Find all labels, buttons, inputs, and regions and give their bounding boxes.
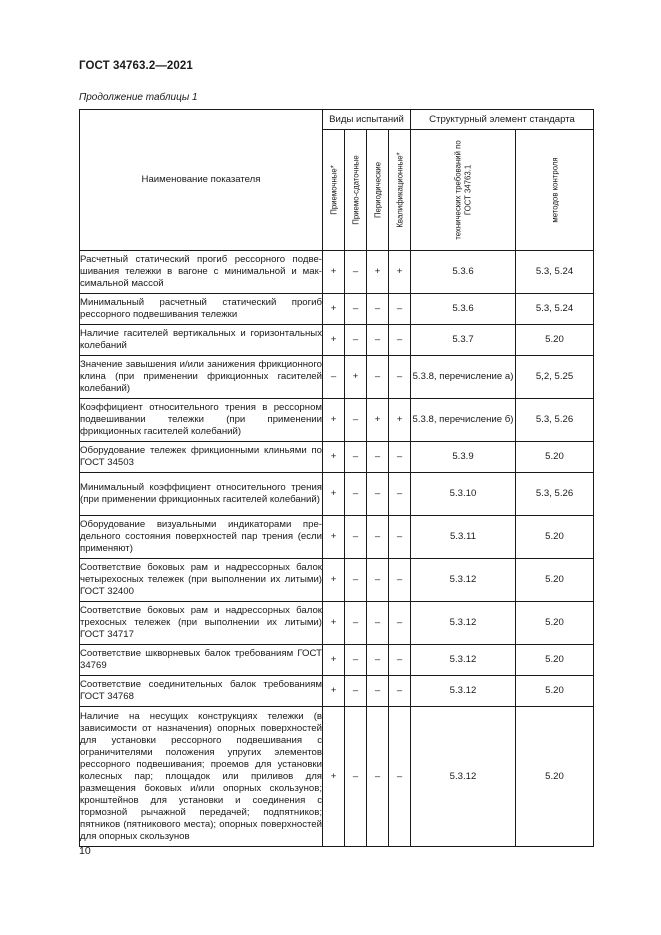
technical-requirement-ref: 5.3.10 (411, 473, 516, 516)
test-mark: + (323, 707, 345, 847)
technical-requirement-ref: 5.3.8, перечисление а) (411, 356, 516, 399)
header-periodic (367, 130, 389, 251)
header-qualification-label: Квалификационные* (394, 152, 404, 228)
test-mark: – (389, 707, 411, 847)
test-mark: + (323, 325, 345, 356)
test-mark: – (345, 251, 367, 294)
test-mark: – (367, 294, 389, 325)
control-method-ref: 5.20 (516, 707, 594, 847)
test-mark: + (323, 645, 345, 676)
test-mark: – (345, 473, 367, 516)
table-row (80, 356, 594, 399)
table-row (80, 559, 594, 602)
indicator-name: Наличие гасителей вертикальных и горизонтальных колебаний (80, 325, 323, 356)
technical-requirement-ref: 5.3.7 (411, 325, 516, 356)
table-row (80, 516, 594, 559)
control-method-ref: 5.20 (516, 559, 594, 602)
technical-requirement-ref: 5.3.8, перечисление б) (411, 399, 516, 442)
control-method-ref: 5.20 (516, 676, 594, 707)
control-method-ref: 5.3, 5.26 (516, 399, 594, 442)
test-mark: – (389, 559, 411, 602)
test-mark: – (367, 442, 389, 473)
test-mark: + (323, 399, 345, 442)
technical-requirement-ref: 5.3.6 (411, 251, 516, 294)
control-method-ref: 5.20 (516, 516, 594, 559)
test-mark: – (345, 676, 367, 707)
test-mark: – (323, 356, 345, 399)
test-mark: + (367, 399, 389, 442)
indicator-name: Минимальный расчетный статический прогиб рессорного подвешивания тележки (80, 294, 323, 325)
test-mark: – (345, 442, 367, 473)
control-method-ref: 5,2, 5.25 (516, 356, 594, 399)
test-mark: – (367, 707, 389, 847)
table-row (80, 325, 594, 356)
control-method-ref: 5.3, 5.24 (516, 251, 594, 294)
header-acceptance-delivery (345, 130, 367, 251)
table-row (80, 645, 594, 676)
technical-requirement-ref: 5.3.12 (411, 676, 516, 707)
specification-table (79, 109, 594, 847)
table-row (80, 473, 594, 516)
header-acceptance-label: Приемочные* (328, 165, 338, 215)
table-row (80, 442, 594, 473)
indicator-name: Соответствие боковых рам и надрессорных балок четырехосных тележек (при выполнении их литыми) ГОСТ 32400 (80, 559, 323, 602)
technical-requirement-ref: 5.3.9 (411, 442, 516, 473)
test-mark: – (389, 294, 411, 325)
test-mark: – (345, 294, 367, 325)
header-acceptance (323, 130, 345, 251)
test-mark: + (345, 356, 367, 399)
test-mark: + (323, 559, 345, 602)
indicator-name: Соответствие боковых рам и надрессорных балок трехосных тележек (при выполнении их литыми) ГОСТ 34717 (80, 602, 323, 645)
technical-requirement-ref: 5.3.6 (411, 294, 516, 325)
test-mark: – (367, 645, 389, 676)
indicator-name: Оборудование тележек фрикционными клиньями по ГОСТ 34503 (80, 442, 323, 473)
table-row (80, 676, 594, 707)
test-mark: + (323, 473, 345, 516)
control-method-ref: 5.3, 5.26 (516, 473, 594, 516)
test-mark: – (367, 325, 389, 356)
test-mark: – (367, 356, 389, 399)
test-mark: – (345, 645, 367, 676)
table-row (80, 399, 594, 442)
control-method-ref: 5.20 (516, 325, 594, 356)
header-control-methods (516, 130, 594, 251)
header-test-types-group: Виды испытаний (323, 110, 411, 130)
table-row (80, 602, 594, 645)
table-caption: Продолжение таблицы 1 (79, 92, 198, 103)
test-mark: – (345, 399, 367, 442)
indicator-name: Наличие на несущих конструкциях тележки (в зависимости от назначения) опорных поверхностей для установки рессорного подвешивания с ограничителями положения упругих элементов рессорного подвешивания; проемов для установки колесных пар; площадок или приливов для размещения боковых и/или опорных скользунов; кронштейнов для установки и соединения с тормозной рычажной передачей; подпятников; пятников (пятникового места); опорных поверхностей для опорных скользунов (80, 707, 323, 847)
test-mark: – (389, 516, 411, 559)
control-method-ref: 5.20 (516, 442, 594, 473)
test-mark: + (389, 251, 411, 294)
test-mark: – (389, 473, 411, 516)
test-mark: – (389, 325, 411, 356)
test-mark: – (367, 559, 389, 602)
test-mark: – (367, 516, 389, 559)
technical-requirement-ref: 5.3.12 (411, 707, 516, 847)
header-acceptance-delivery-label: Приемо-сдаточные (350, 155, 360, 225)
technical-requirement-ref: 5.3.12 (411, 602, 516, 645)
indicator-name: Минимальный коэффициент относительного трения (при применении фрикционных гасителей колебаний) (80, 473, 323, 516)
control-method-ref: 5.20 (516, 645, 594, 676)
test-mark: – (345, 516, 367, 559)
indicator-name: Расчетный статический прогиб рессорного подвешивания тележки в вагоне с минимальной и максимальной массой (80, 251, 323, 294)
control-method-ref: 5.20 (516, 602, 594, 645)
test-mark: + (323, 676, 345, 707)
test-mark: + (367, 251, 389, 294)
test-mark: – (389, 676, 411, 707)
header-control-methods-label: методов контроля (549, 157, 559, 223)
test-mark: – (345, 707, 367, 847)
test-mark: – (389, 356, 411, 399)
test-mark: + (323, 602, 345, 645)
indicator-name: Значение завышения и/или занижения фрикционного клина (при применении фрикционных гасителей колебаний) (80, 356, 323, 399)
indicator-name: Оборудование визуальными индикаторами предельного состояния поверхностей пар трения (если применяют) (80, 516, 323, 559)
table-row (80, 251, 594, 294)
table-row (80, 294, 594, 325)
test-mark: – (367, 473, 389, 516)
test-mark: + (389, 399, 411, 442)
test-mark: – (389, 442, 411, 473)
technical-requirement-ref: 5.3.12 (411, 559, 516, 602)
test-mark: – (367, 676, 389, 707)
test-mark: + (323, 442, 345, 473)
header-periodic-label: Периодические (372, 161, 382, 219)
table-row (80, 707, 594, 847)
test-mark: – (367, 602, 389, 645)
test-mark: + (323, 251, 345, 294)
indicator-name: Соответствие шкворневых балок требованиям ГОСТ 34769 (80, 645, 323, 676)
page-number: 10 (79, 845, 91, 857)
indicator-name: Коэффициент относительного трения в рессорном подвешивании тележки (при применении фрикционных гасителей колебаний) (80, 399, 323, 442)
header-qualification (389, 130, 411, 251)
test-mark: – (345, 602, 367, 645)
document-code: ГОСТ 34763.2—2021 (79, 60, 193, 72)
test-mark: – (389, 602, 411, 645)
header-technical-requirements (411, 130, 516, 251)
header-standard-structure-group: Структурный элемент стандарта (411, 110, 594, 130)
technical-requirement-ref: 5.3.11 (411, 516, 516, 559)
test-mark: + (323, 294, 345, 325)
indicator-name: Соответствие соединительных балок требованиям ГОСТ 34768 (80, 676, 323, 707)
test-mark: + (323, 516, 345, 559)
header-name-column: Наименование показателя (80, 110, 323, 251)
control-method-ref: 5.3, 5.24 (516, 294, 594, 325)
test-mark: – (389, 645, 411, 676)
technical-requirement-ref: 5.3.12 (411, 645, 516, 676)
test-mark: – (345, 559, 367, 602)
test-mark: – (345, 325, 367, 356)
header-technical-requirements-label: технических требований по ГОСТ 34763.1 (453, 140, 472, 240)
